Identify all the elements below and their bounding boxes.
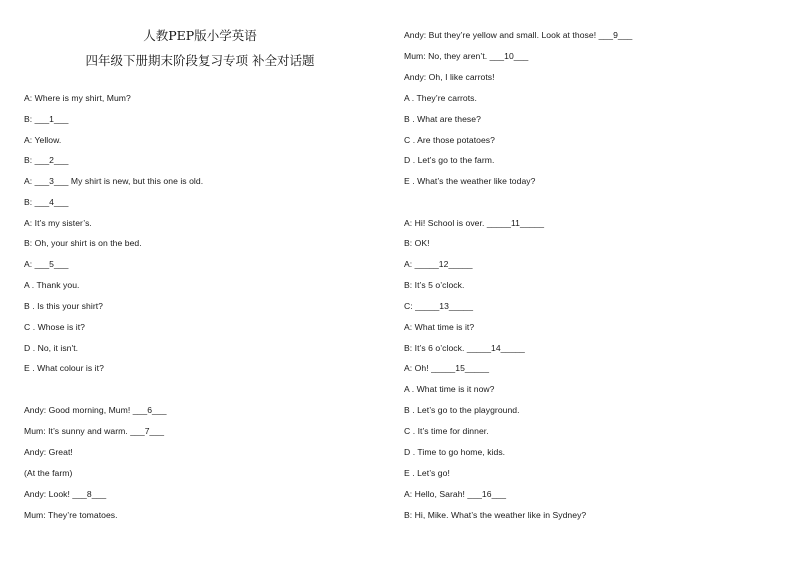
text-line: Andy: But they’re yellow and small. Look at those! ___9___ <box>404 30 633 40</box>
text-line: E . What’s the weather like today? <box>404 176 536 186</box>
text-line: C: _____13_____ <box>404 301 474 311</box>
text-line: Andy: Look! ___8___ <box>24 489 107 499</box>
text-line: Andy: Great! <box>24 447 73 457</box>
text-line: A . What time is it now? <box>404 384 495 394</box>
text-line: A . Thank you. <box>24 280 80 290</box>
text-line: B: OK! <box>404 238 430 248</box>
text-line: A: It’s my sister’s. <box>24 218 92 228</box>
text-line: B: It’s 6 o’clock. _____14_____ <box>404 343 525 353</box>
text-line: B: ___4___ <box>24 197 69 207</box>
text-line: A: ___3___ My shirt is new, but this one is old. <box>24 176 204 186</box>
text-line: B: Oh, your shirt is on the bed. <box>24 238 142 248</box>
text-line: Andy: Good morning, Mum! ___6___ <box>24 405 167 415</box>
text-line: D . Time to go home, kids. <box>404 447 506 457</box>
text-line: B: ___1___ <box>24 114 69 124</box>
text-line: D . Let’s go to the farm. <box>404 155 495 165</box>
text-line: B: ___2___ <box>24 155 69 165</box>
text-line: B . What are these? <box>404 114 481 124</box>
page-subtitle: 四年级下册期末阶段复习专项 补全对话题 <box>85 53 315 68</box>
text-line: Mum: It’s sunny and warm. ___7___ <box>24 426 165 436</box>
text-line: A: _____12_____ <box>404 259 473 269</box>
page-title: 人教PEP版小学英语 <box>143 28 257 43</box>
text-line: E . What colour is it? <box>24 363 104 373</box>
text-line: B . Let’s go to the playground. <box>404 405 520 415</box>
text-line: A: Where is my shirt, Mum? <box>24 93 131 103</box>
text-line: B . Is this your shirt? <box>24 301 103 311</box>
text-line: C . It’s time for dinner. <box>404 426 489 436</box>
text-line: Andy: Oh, I like carrots! <box>404 72 495 82</box>
text-line: E . Let’s go! <box>404 468 450 478</box>
text-line: A . They’re carrots. <box>404 93 477 103</box>
text-line: B: Hi, Mike. What’s the weather like in Sydney? <box>404 510 587 520</box>
text-line: B: It’s 5 o’clock. <box>404 280 465 290</box>
text-line: A: What time is it? <box>404 322 475 332</box>
text-line: (At the farm) <box>24 468 73 478</box>
text-line: A: Hi! School is over. _____11_____ <box>404 218 545 228</box>
text-line: C . Whose is it? <box>24 322 85 332</box>
text-line: A: Hello, Sarah! ___16___ <box>404 489 507 499</box>
text-line: D . No, it isn't. <box>24 343 79 353</box>
text-line: A: Yellow. <box>24 135 62 145</box>
text-line: C . Are those potatoes? <box>404 135 495 145</box>
text-line: A: ___5___ <box>24 259 69 269</box>
text-line: Mum: No, they aren’t. ___10___ <box>404 51 529 61</box>
text-line: A: Oh! _____15_____ <box>404 363 490 373</box>
text-line: Mum: They’re tomatoes. <box>24 510 118 520</box>
